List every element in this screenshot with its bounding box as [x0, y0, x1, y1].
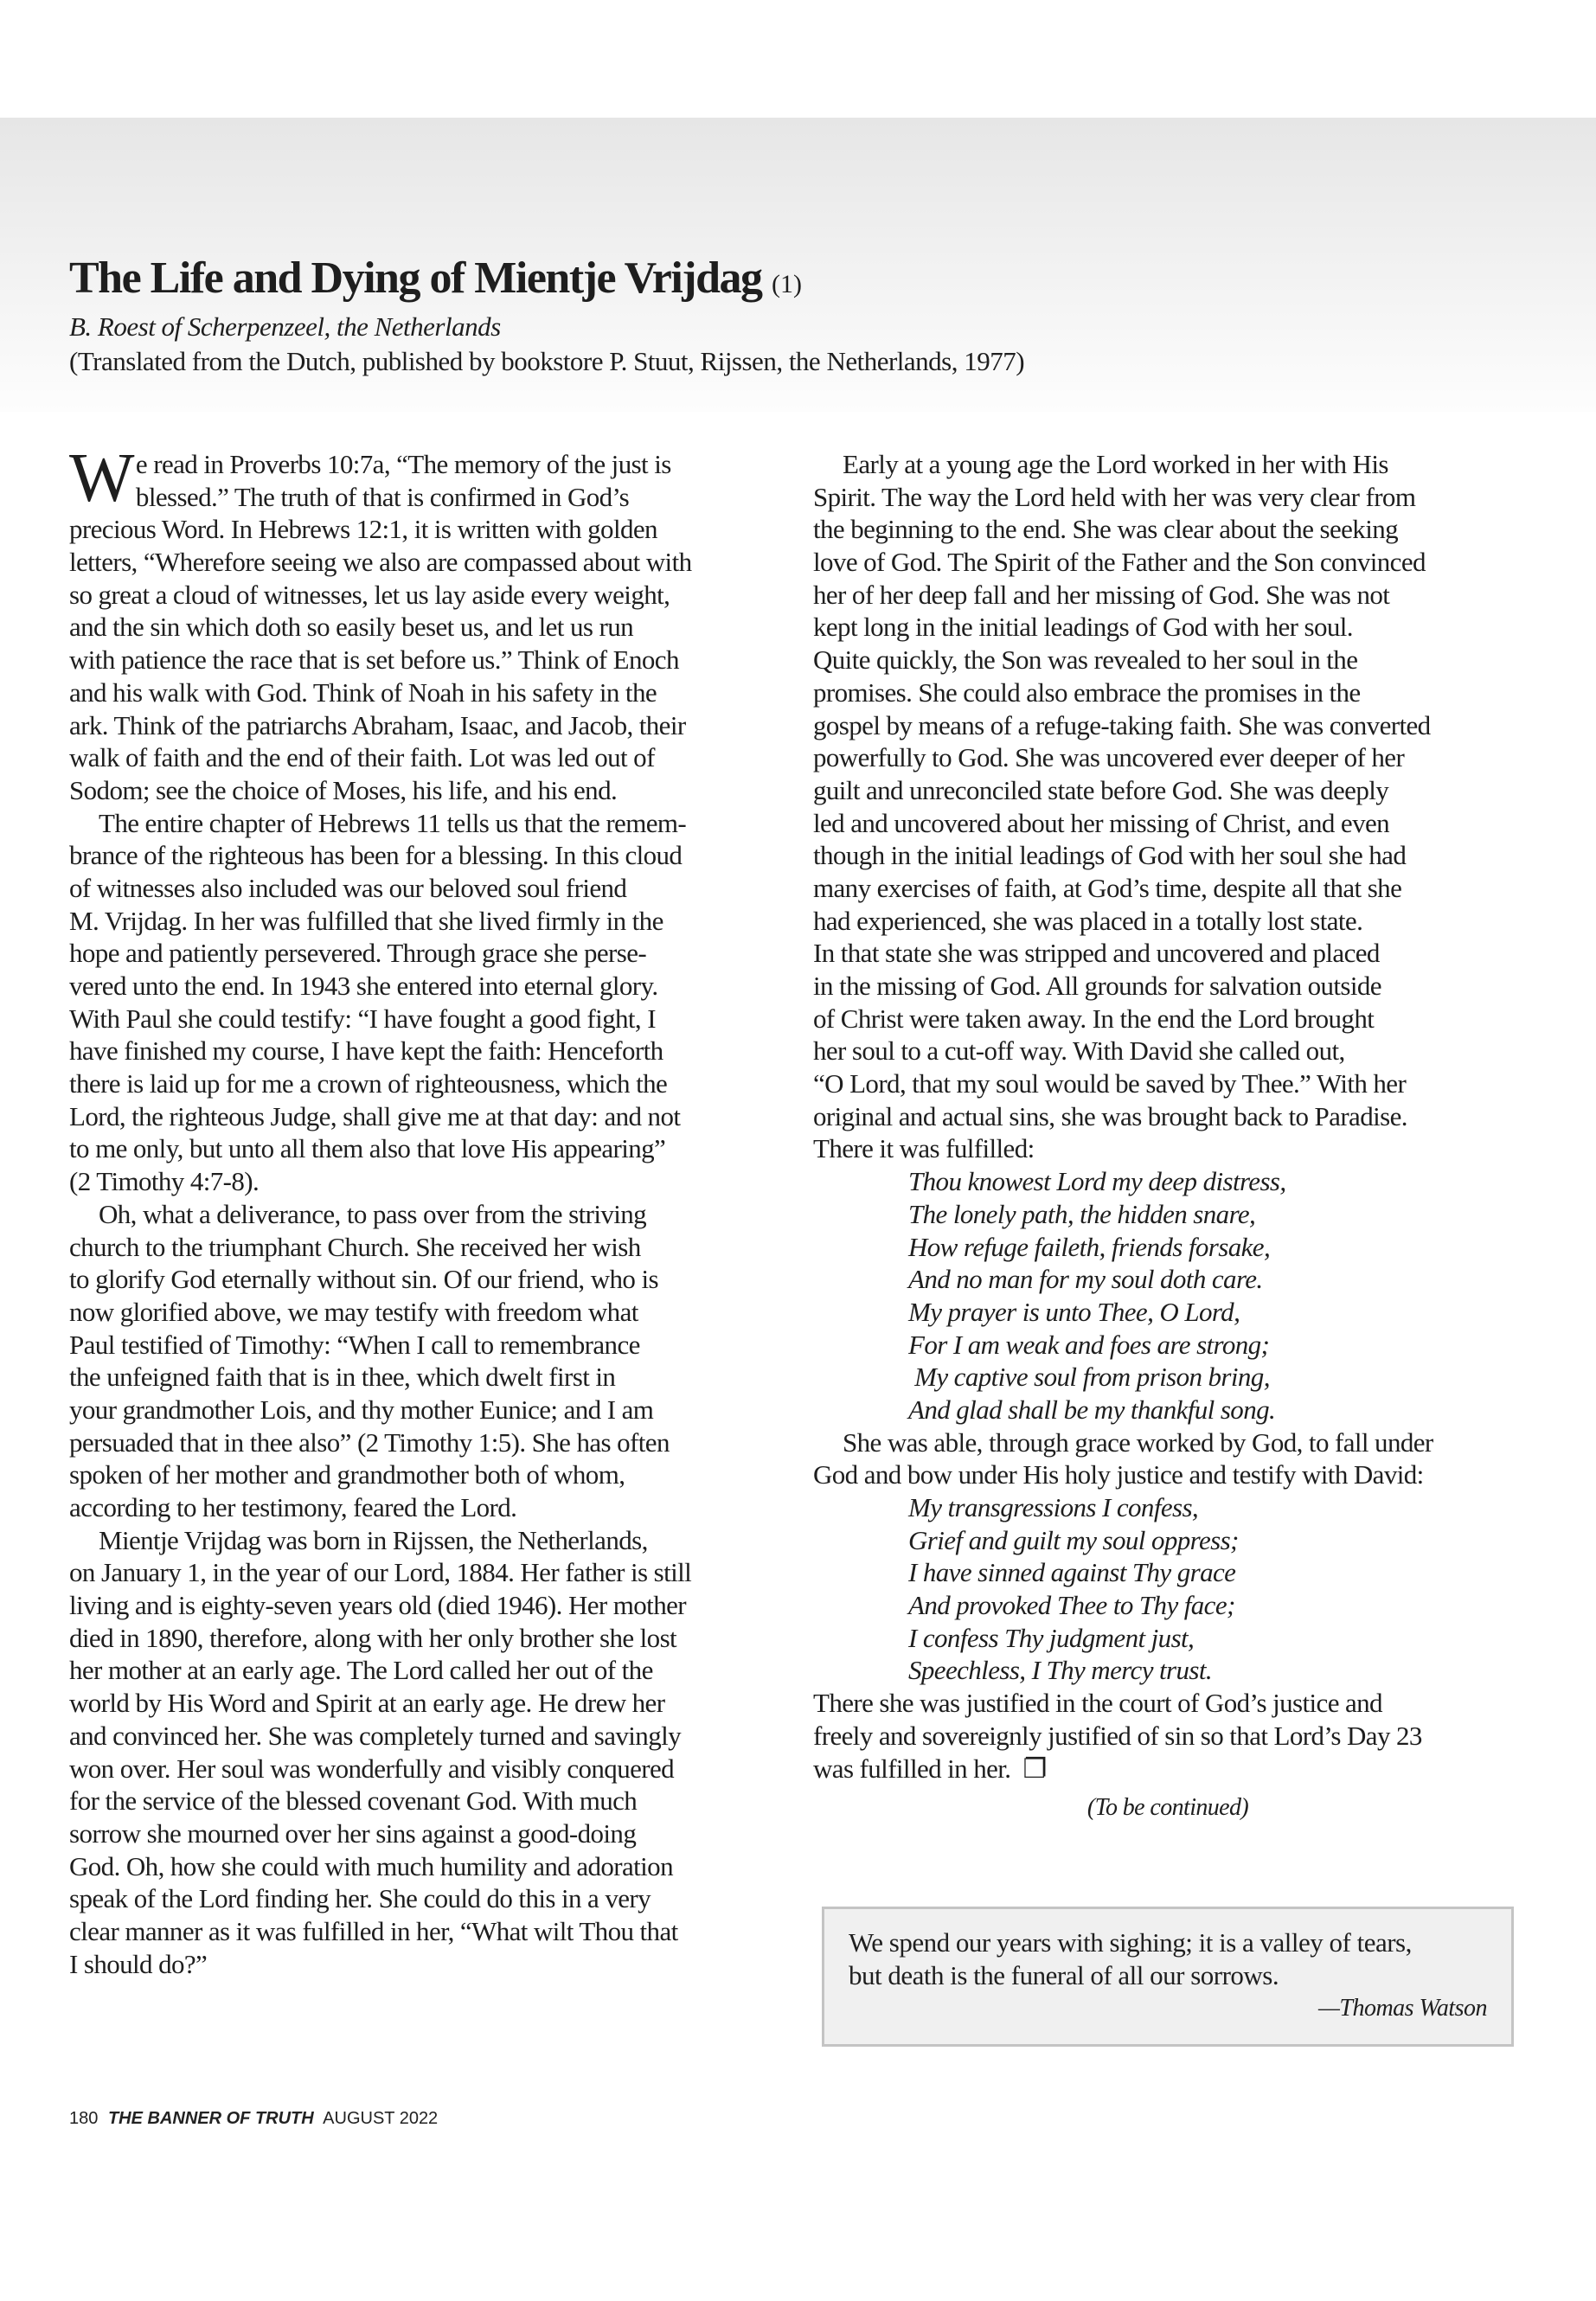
- paragraph: [69, 1198, 787, 1524]
- text-line: speak of the Lord finding her. She could do this in a very: [69, 1883, 651, 1914]
- poem: [813, 1491, 1531, 1687]
- poem-line: I have sinned against Thy grace: [908, 1557, 1236, 1588]
- poem-line: And no man for my soul doth care.: [908, 1264, 1263, 1295]
- issue-date: AUGUST 2022: [323, 2109, 439, 2128]
- quote-line: but death is the funeral of all our sorrows.: [849, 1960, 1279, 1990]
- text-line: original and actual sins, she was brought back to Paradise.: [813, 1100, 1407, 1131]
- text-line: to glorify God eternally without sin. Of our friend, who is: [69, 1264, 658, 1295]
- text-line: for the service of the blessed covenant God. With much: [69, 1785, 638, 1817]
- text-line: the beginning to the end. She was clear about the seeking: [813, 514, 1399, 545]
- text-line: your grandmother Lois, and thy mother Eunice; and I am: [69, 1394, 654, 1425]
- text-line: God. Oh, how she could with much humility and adoration: [69, 1850, 673, 1881]
- page-number: 180: [69, 2109, 99, 2128]
- text-line: with patience the race that is set before us.” Think of Enoch: [69, 644, 679, 676]
- poem: [813, 1165, 1531, 1426]
- text-line: M. Vrijdag. In her was fulfilled that she lived firmly in the: [69, 905, 663, 936]
- text-line: the unfeigned faith that is in thee, which dwelt first in: [69, 1362, 616, 1393]
- text-line: living and is eighty-seven years old (died 1946). Her mother: [69, 1590, 686, 1621]
- text-line: God and bow under His holy justice and testify with David:: [813, 1459, 1424, 1490]
- text-line: her mother at an early age. The Lord called her out of the: [69, 1655, 653, 1686]
- to-be-continued: (To be continued): [1086, 1794, 1249, 1822]
- text-line: sorrow she mourned over her sins against a good-doing: [69, 1817, 637, 1849]
- poem-line: Speechless, I Thy mercy trust.: [908, 1655, 1213, 1686]
- text-line: Mientje Vrijdag was born in Rijssen, the Netherlands,: [99, 1524, 648, 1555]
- text-line: ark. Think of the patriarchs Abraham, Isaac, and Jacob, their: [69, 709, 686, 740]
- text-line: and his walk with God. Think of Noah in his safety in the: [69, 676, 657, 708]
- text-line: Spirit. The way the Lord held with her was very clear from: [813, 481, 1416, 512]
- text-line: spoken of her mother and grandmother both of whom,: [69, 1459, 625, 1490]
- text-line: walk of faith and the end of their faith. Lot was led out of: [69, 742, 655, 773]
- paragraph: [813, 1687, 1531, 1785]
- text-line: many exercises of faith, at God’s time, despite all that she: [813, 872, 1402, 903]
- part-number: (1): [772, 270, 803, 298]
- text-line: In that state she was stripped and uncovered and placed: [813, 938, 1380, 969]
- text-line: powerfully to God. She was uncovered ever deeper of her: [813, 742, 1405, 773]
- text-line: I should do?”: [69, 1948, 208, 1979]
- paragraph: [69, 440, 787, 807]
- poem-line: My prayer is unto Thee, O Lord,: [908, 1296, 1240, 1327]
- text-line: have finished my course, I have kept the faith: Henceforth: [69, 1035, 663, 1067]
- text-line: blessed.” The truth of that is confirmed in God’s: [135, 481, 630, 512]
- translation-note: (Translated from the Dutch, published by bookstore P. Stuut, Rijssen, the Netherlands, 1977): [69, 346, 1025, 376]
- quote-attribution: —Thomas Watson: [1317, 1995, 1487, 2022]
- text-line: The entire chapter of Hebrews 11 tells us that the remem-: [99, 807, 687, 838]
- poem-line: And glad shall be my thankful song.: [908, 1394, 1276, 1425]
- title-text: The Life and Dying of Mientje Vrijdag: [69, 253, 762, 303]
- text-line: her of her deep fall and her missing of God. She was not: [813, 579, 1390, 610]
- text-line: e read in Proverbs 10:7a, “The memory of the just is: [135, 449, 671, 479]
- text-line: though in the initial leadings of God with her soul she had: [813, 840, 1407, 871]
- text-line: Paul testified of Timothy: “When I call to remembrance: [69, 1329, 640, 1360]
- text-line: won over. Her soul was wonderfully and visibly conquered: [69, 1753, 675, 1784]
- text-line: clear manner as it was fulfilled in her, “What wilt Thou that: [69, 1915, 678, 1946]
- poem-line: For I am weak and foes are strong;: [908, 1329, 1270, 1360]
- text-line: love of God. The Spirit of the Father and the Son convinced: [813, 547, 1426, 578]
- text-line: there is laid up for me a crown of righteousness, which the: [69, 1068, 668, 1099]
- text-line: of witnesses also included was our beloved soul friend: [69, 872, 627, 903]
- text-line: had experienced, she was placed in a totally lost state.: [813, 905, 1363, 936]
- text-line: on January 1, in the year of our Lord, 1884. Her father is still: [69, 1557, 692, 1588]
- poem-line: Grief and guilt my soul oppress;: [908, 1524, 1239, 1555]
- text-line: Lord, the righteous Judge, shall give me at that day: and not: [69, 1100, 681, 1131]
- poem-line: My captive soul from prison bring,: [908, 1362, 1270, 1393]
- text-line: vered unto the end. In 1943 she entered into eternal glory.: [69, 971, 658, 1001]
- text-line: so great a cloud of witnesses, let us lay aside every weight,: [69, 579, 670, 610]
- author-byline: B. Roest of Scherpenzeel, the Netherlands: [69, 311, 501, 342]
- paragraph: [813, 1426, 1531, 1491]
- poem-line: And provoked Thee to Thy face;: [908, 1590, 1235, 1621]
- poem-line: I confess Thy judgment just,: [908, 1622, 1195, 1653]
- poem-line: My transgressions I confess,: [908, 1492, 1199, 1522]
- poem-line: The lonely path, the hidden snare,: [908, 1198, 1256, 1229]
- paragraph: [813, 448, 1531, 1165]
- left-column: [69, 440, 787, 1980]
- text-line: brance of the righteous has been for a blessing. In this cloud: [69, 840, 683, 871]
- paragraph: [69, 1524, 787, 1981]
- text-line: and convinced her. She was completely turned and savingly: [69, 1720, 682, 1751]
- drop-cap: W: [69, 440, 134, 516]
- text-line: persuaded that in thee also” (2 Timothy 1:5). She has often: [69, 1426, 670, 1458]
- text-line: in the missing of God. All grounds for salvation outside: [813, 971, 1381, 1001]
- text-line: gospel by means of a refuge-taking faith. She was converted: [813, 709, 1431, 740]
- text-line-content: was fulfilled in her.: [813, 1753, 1011, 1784]
- page-footer: [69, 2109, 438, 2129]
- text-line: With Paul she could testify: “I have fought a good fight, I: [69, 1003, 656, 1034]
- end-mark-icon: ❐: [1022, 1753, 1047, 1784]
- text-line: church to the triumphant Church. She received her wish: [69, 1231, 641, 1262]
- text-line: world by His Word and Spirit at an early age. He drew her: [69, 1688, 665, 1719]
- text-line: to me only, but unto all them also that love His appearing”: [69, 1133, 666, 1164]
- text-line: She was able, through grace worked by God, to fall under: [843, 1426, 1433, 1458]
- quote-box: [822, 1907, 1514, 2047]
- text-line: “O Lord, that my soul would be saved by Thee.” With her: [813, 1068, 1407, 1099]
- text-line: Sodom; see the choice of Moses, his life, and his end.: [69, 774, 618, 805]
- text-line: of Christ were taken away. In the end the Lord brought: [813, 1003, 1375, 1034]
- text-line: according to her testimony, feared the Lord.: [69, 1492, 517, 1522]
- text-line: promises. She could also embrace the promises in the: [813, 676, 1361, 708]
- text-line: kept long in the initial leadings of God with her soul.: [813, 612, 1353, 643]
- text-line: now glorified above, we may testify with freedom what: [69, 1296, 638, 1327]
- text-line: There it was fulfilled:: [813, 1133, 1035, 1164]
- article-title: [69, 253, 802, 304]
- text-line: guilt and unreconciled state before God. She was deeply: [813, 774, 1389, 805]
- text-line: freely and sovereignly justified of sin so that Lord’s Day 23: [813, 1720, 1422, 1751]
- text-line: hope and patiently persevered. Through grace she perse-: [69, 938, 647, 969]
- poem-line: Thou knowest Lord my deep distress,: [908, 1166, 1286, 1197]
- text-line: led and uncovered about her missing of Christ, and even: [813, 807, 1390, 838]
- paragraph: [69, 807, 787, 1198]
- text-line: Quite quickly, the Son was revealed to her soul in the: [813, 644, 1358, 676]
- text-line: Early at a young age the Lord worked in her with His: [843, 449, 1388, 479]
- text-line: her soul to a cut-off way. With David she called out,: [813, 1035, 1345, 1067]
- quote-line: We spend our years with sighing; it is a valley of tears,: [849, 1927, 1412, 1958]
- text-line: and the sin which doth so easily beset us, and let us run: [69, 612, 633, 643]
- text-line: letters, “Wherefore seeing we also are compassed about with: [69, 547, 692, 578]
- magazine-name: THE BANNER OF TRUTH: [107, 2109, 314, 2128]
- text-line: precious Word. In Hebrews 12:1, it is written with golden: [69, 514, 657, 545]
- text-line: There she was justified in the court of God’s justice and: [813, 1688, 1382, 1719]
- text-line: (2 Timothy 4:7-8).: [69, 1166, 260, 1197]
- text-line: Oh, what a deliverance, to pass over from the striving: [99, 1198, 647, 1229]
- right-column: [813, 448, 1531, 1824]
- text-line: died in 1890, therefore, along with her only brother she lost: [69, 1622, 677, 1653]
- poem-line: How refuge faileth, friends forsake,: [908, 1231, 1271, 1262]
- text-line: [813, 1753, 1531, 1785]
